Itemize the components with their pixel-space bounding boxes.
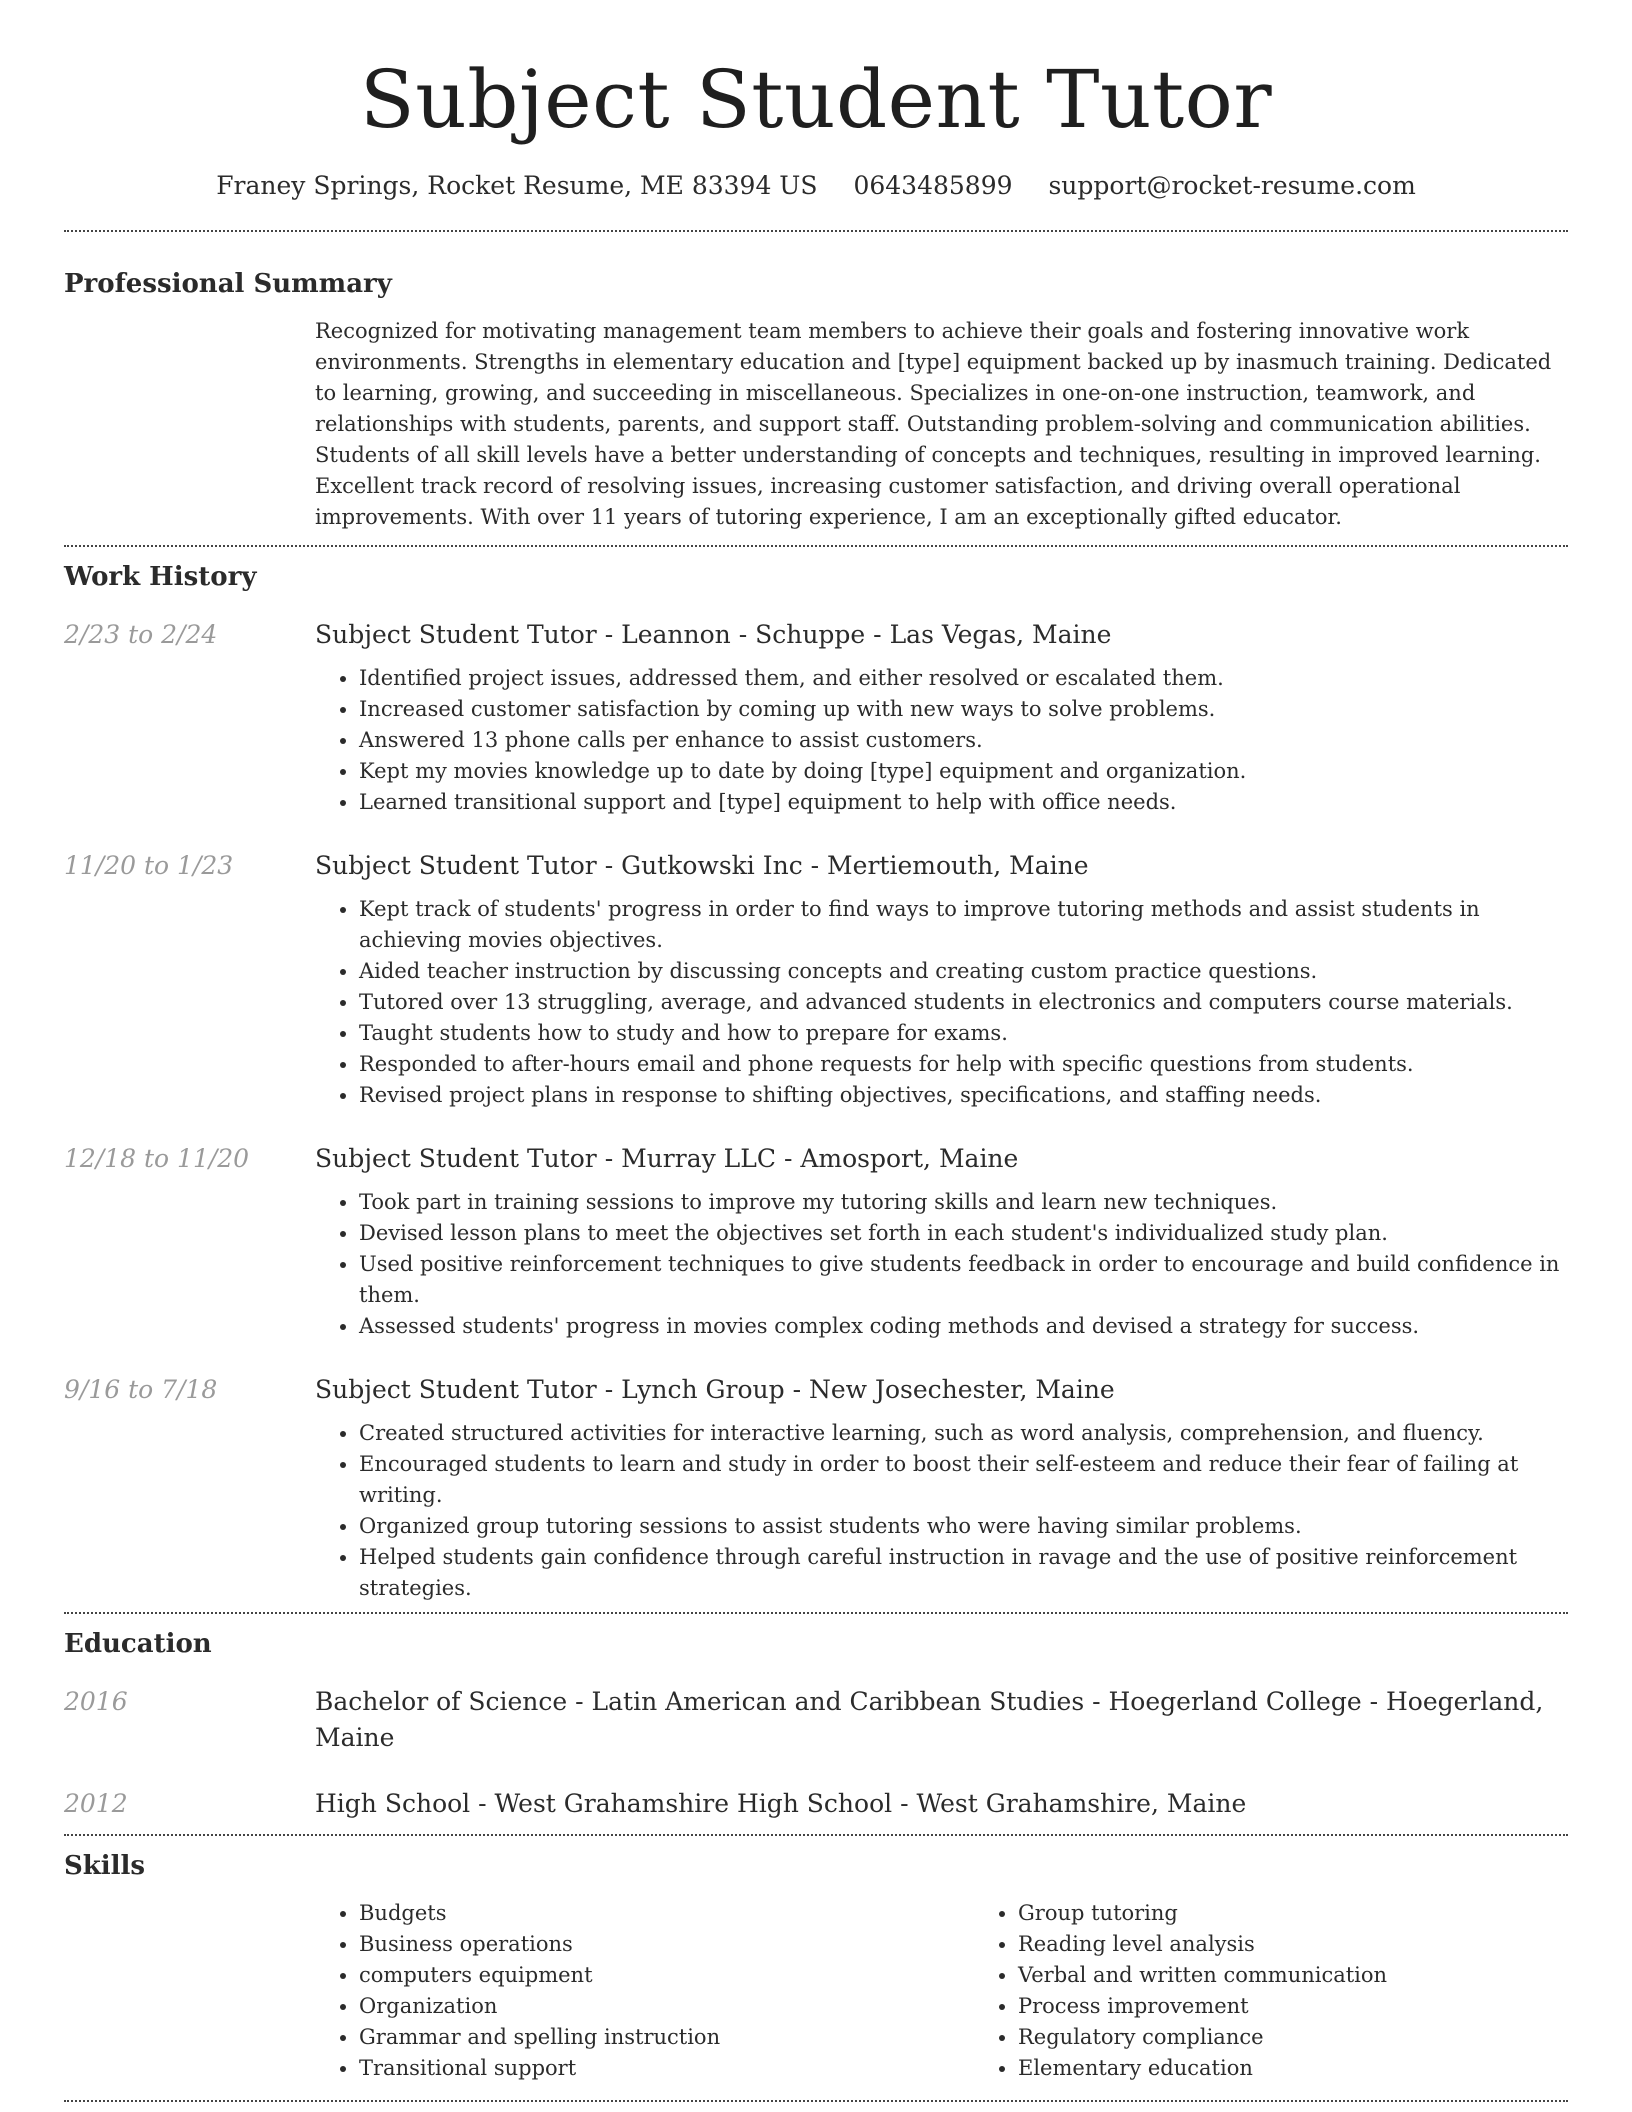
job-dates: 12/18 to 11/20 (64, 1144, 250, 1173)
skill-item: • Budgets (359, 1898, 974, 1929)
job-bullets (315, 663, 1568, 818)
job-entry (64, 617, 1568, 818)
job-bullet: • Aided teacher instruction by discussing concepts and creating custom practice questions. (359, 956, 1568, 987)
job-dates: 2/23 to 2/24 (64, 620, 218, 649)
skills-section (64, 1836, 1568, 2084)
divider (64, 2100, 1568, 2102)
job-bullet: • Encouraged students to learn and study in order to boost their self-esteem and reduce their fear of failing at writing. (359, 1449, 1568, 1511)
contact-address: Franey Springs, Rocket Resume, ME 83394 US (216, 171, 818, 200)
job-heading: Subject Student Tutor - Leannon - Schuppe - Las Vegas, Maine (315, 620, 1112, 649)
skill-item: • Transitional support (359, 2053, 974, 2084)
skill-item: • Process improvement (1018, 1991, 1632, 2022)
job-bullet: • Taught students how to study and how to prepare for exams. (359, 1018, 1568, 1049)
education-text: High School - West Grahamshire High School - West Grahamshire, Maine (315, 1789, 1247, 1818)
job-bullet: • Increased customer satisfaction by coming up with new ways to solve problems. (359, 694, 1568, 725)
skill-item: • computers equipment (359, 1960, 974, 1991)
skill-item: • Grammar and spelling instruction (359, 2022, 974, 2053)
resume-page (64, 0, 1568, 2102)
job-bullet: • Assessed students' progress in movies complex coding methods and devised a strategy for success. (359, 1311, 1568, 1342)
skill-item: • Reading level analysis (1018, 1929, 1632, 1960)
job-dates: 11/20 to 1/23 (64, 851, 234, 880)
education-entry (64, 1684, 1568, 1756)
job-bullet: • Kept my movies knowledge up to date by doing [type] equipment and organization. (359, 756, 1568, 787)
job-entry (64, 1141, 1568, 1342)
job-bullet: • Devised lesson plans to meet the objectives set forth in each student's individualized study plan. (359, 1218, 1568, 1249)
job-bullet: • Revised project plans in response to shifting objectives, specifications, and staffing needs. (359, 1080, 1568, 1111)
section-title-work-history: Work History (64, 562, 257, 592)
contact-phone: 0643485899 (853, 171, 1013, 200)
education-year: 2016 (64, 1687, 128, 1716)
education-text: Bachelor of Science - Latin American and Caribbean Studies - Hoegerland College - Hoegerland, Maine (315, 1687, 1544, 1752)
contact-email: support@rocket-resume.com (1048, 171, 1416, 200)
contact-line (64, 168, 1568, 204)
job-bullet: • Answered 13 phone calls per enhance to assist customers. (359, 725, 1568, 756)
education-year: 2012 (64, 1789, 128, 1818)
skills-list-left (315, 1898, 974, 2084)
section-title-education: Education (64, 1629, 212, 1659)
job-bullet: • Used positive reinforcement techniques to give students feedback in order to encourage and build confidence in them. (359, 1249, 1568, 1311)
job-bullet: • Created structured activities for interactive learning, such as word analysis, comprehension, and fluency. (359, 1418, 1568, 1449)
job-bullet: • Organized group tutoring sessions to assist students who were having similar problems. (359, 1511, 1568, 1542)
skills-list-right (974, 1898, 1632, 2084)
job-bullets (315, 1187, 1568, 1342)
skill-item: • Group tutoring (1018, 1898, 1632, 1929)
job-heading: Subject Student Tutor - Gutkowski Inc - Mertiemouth, Maine (315, 851, 1089, 880)
job-bullet: • Learned transitional support and [type] equipment to help with office needs. (359, 787, 1568, 818)
job-bullet: • Identified project issues, addressed them, and either resolved or escalated them. (359, 663, 1568, 694)
job-bullet: • Kept track of students' progress in order to find ways to improve tutoring methods and assist students in achieving movies objectives. (359, 894, 1568, 956)
skill-item: • Business operations (359, 1929, 974, 1960)
summary-text: Recognized for motivating management team members to achieve their goals and fostering innovative work environments. Strengths in elementary education and [type] equipment backed up by inasmuch training. Dedicated to learning, growing, and succeeding in miscellaneous. Specializes in one-on-one instruction, teamwork, and relationships with students, parents, and support staff. Outstanding problem-solving and communication abilities. Students of all skill levels have a better understanding of concepts and techniques, resulting in improved learning. Excellent track record of resolving issues, increasing customer satisfaction, and driving overall operational improvements. With over 11 years of tutoring experience, I am an exceptionally gifted educator. (315, 319, 1552, 529)
job-entry (64, 848, 1568, 1111)
skill-item: • Elementary education (1018, 2053, 1632, 2084)
job-bullet: • Responded to after-hours email and phone requests for help with specific questions from students. (359, 1049, 1568, 1080)
section-title-summary: Professional Summary (64, 269, 392, 299)
education-section (64, 1614, 1568, 1822)
job-bullets (315, 1418, 1568, 1604)
job-bullet: • Helped students gain confidence through careful instruction in ravage and the use of positive reinforcement strategies. (359, 1542, 1568, 1604)
job-bullet: • Took part in training sessions to improve my tutoring skills and learn new techniques. (359, 1187, 1568, 1218)
education-entry (64, 1786, 1568, 1822)
skill-item: • Regulatory compliance (1018, 2022, 1632, 2053)
skill-item: • Organization (359, 1991, 974, 2022)
section-title-skills: Skills (64, 1851, 146, 1881)
job-bullet: • Tutored over 13 struggling, average, and advanced students in electronics and computers course materials. (359, 987, 1568, 1018)
skill-item: • Verbal and written communication (1018, 1960, 1632, 1991)
job-dates: 9/16 to 7/18 (64, 1375, 218, 1404)
summary-section (64, 232, 1568, 533)
candidate-name: Subject Student Tutor (359, 53, 1273, 146)
job-bullets (315, 894, 1568, 1111)
job-heading: Subject Student Tutor - Lynch Group - New Josechester, Maine (315, 1375, 1115, 1404)
job-entry (64, 1372, 1568, 1604)
work-history-section (64, 547, 1568, 1604)
job-heading: Subject Student Tutor - Murray LLC - Amosport, Maine (315, 1144, 1019, 1173)
